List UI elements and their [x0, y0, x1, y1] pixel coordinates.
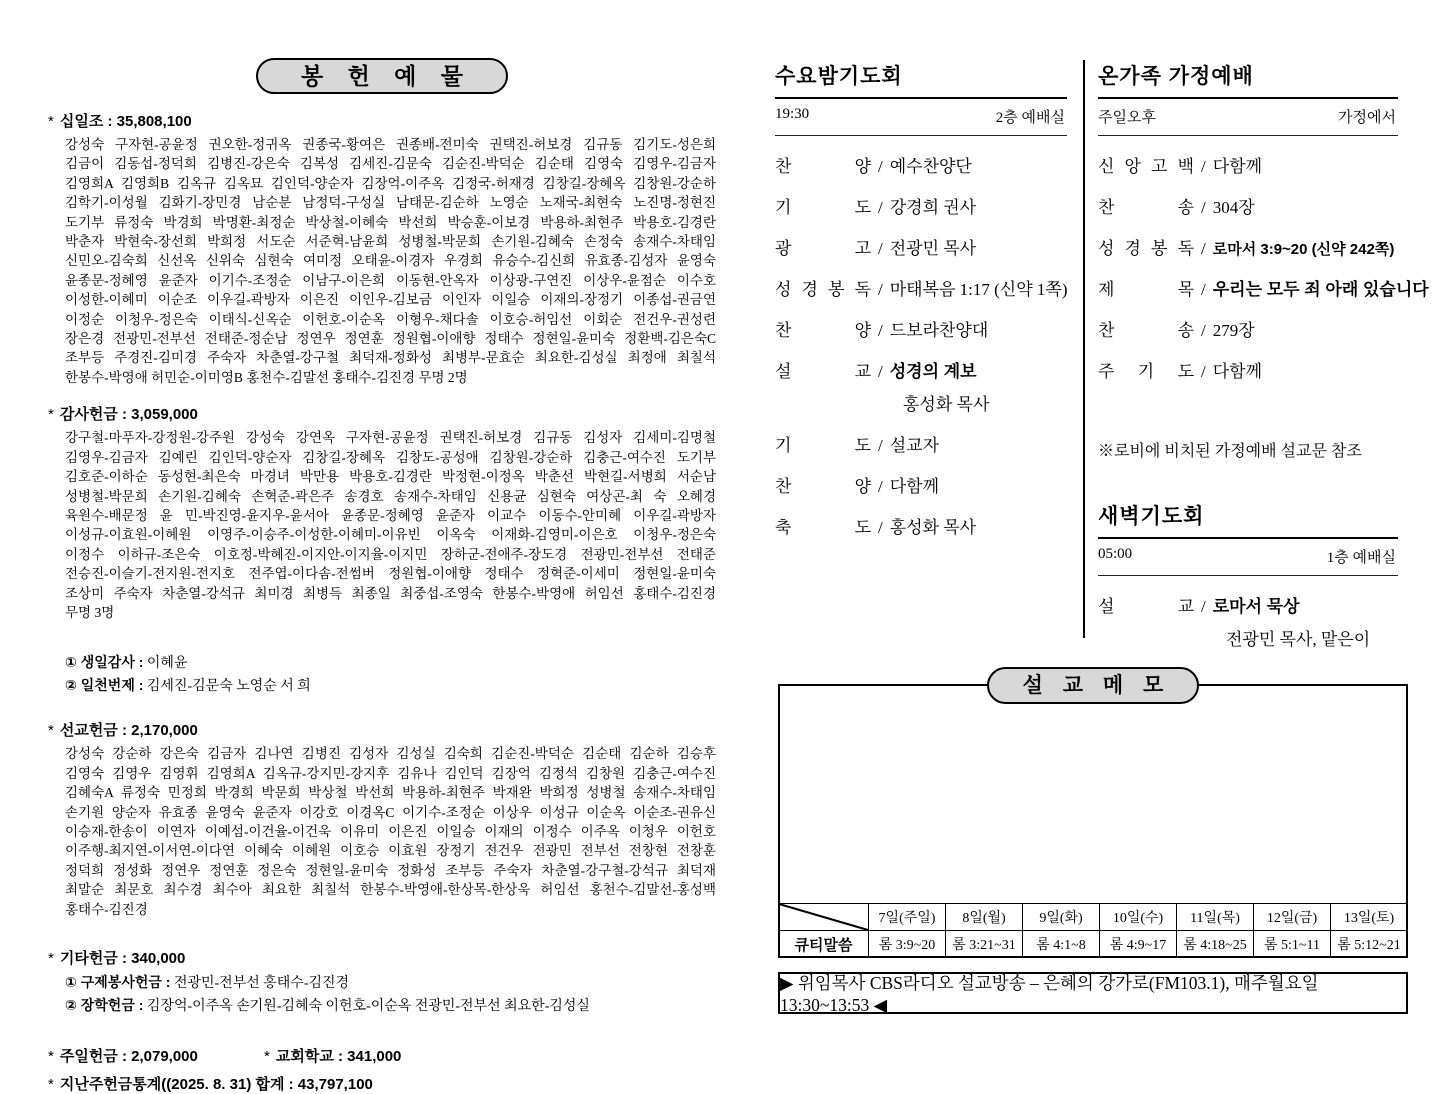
names-line: 육원수-배문정 윤 민-박진영-윤지우-윤서아 윤종문-정혜영 윤준자 이교수 이동수-안미혜 이우길-곽방자	[65, 507, 716, 523]
wednesday-prayer-section	[775, 60, 1067, 538]
wednesday-time-row	[775, 99, 1067, 135]
order-row: 기 도 / 설교자	[775, 436, 940, 455]
qt-schedule-table	[778, 903, 1408, 958]
item-number: ②	[65, 997, 77, 1013]
sunday-school-row	[48, 1045, 716, 1066]
names-line: 홍태수-김진경	[65, 901, 148, 917]
order-row-sermon: 설 교 / 로마서 묵상 전광민 목사, 맡은이	[1098, 592, 1398, 650]
names-line: 김혜숙A 류정숙 민정희 박경희 박문희 박상철 박선희 박용하-최현주 박재완 박희정 성병철 송재수-차태임	[65, 785, 716, 801]
qt-reading: 롬 4:18~25	[1177, 931, 1254, 958]
names-line: 이정수 이하규-조은숙 이호정-박혜진-이지안-이지율-이지민 장하군-전애주-장도경 전광민-전부선 전태준	[65, 546, 716, 562]
names-line: 김학기-이성월 김화기-장민경 남순분 남정덕-구성실 남태문-김순하 노영순 노재국-최현숙 노진명-정현진	[65, 195, 716, 211]
mission-names	[65, 744, 716, 919]
qt-reading: 롬 3:9~20	[869, 931, 946, 958]
wednesday-time: 19:30	[775, 106, 810, 122]
qt-day: 13일(토)	[1331, 904, 1408, 931]
names-line: 김영숙 김영우 김영휘 김영희A 김옥규-강지민-강지후 김유나 김인덕 김장억 김정석 김창원 김충근-여수진	[65, 765, 716, 781]
order-row: 기 도 / 강경희 권사	[775, 198, 977, 217]
names-line: 도기부 류정숙 박경희 박명환-최정순 박상철-이혜숙 박선희 박승훈-이보경 박용하-최현주 박용호-김경란	[65, 214, 716, 230]
item-value: 전광민-전부선 홍태수-김진경	[173, 976, 350, 991]
qt-reading: 롬 3:21~31	[946, 931, 1023, 958]
qt-row-label: 큐티말씀	[779, 931, 869, 958]
qt-day: 8일(월)	[946, 904, 1023, 931]
qt-day: 12일(금)	[1254, 904, 1331, 931]
family-time: 주일오후	[1098, 110, 1156, 126]
names-line: 박춘자 박현숙-장선희 박희정 서도순 서준혁-남윤희 성병철-박문희 손기원-김혜숙 손정숙 송재수-차태임	[65, 234, 716, 250]
qt-readings-row	[779, 931, 1408, 958]
names-line: 이성한-이혜미 이순조 이우길-곽방자 이은진 이인우-김보금 이인자 이일승 이재의-장정기 이종섭-권금연	[65, 292, 716, 308]
tithe-header: * 십일조 : 35,808,100	[48, 113, 192, 130]
sunday-offering: * 주일헌금 : 2,079,000	[48, 1048, 198, 1065]
dawn-preacher: 전광민 목사, 맡은이	[1226, 630, 1371, 649]
order-row: 주 기 도 / 다함께	[1098, 362, 1263, 381]
mission-header: * 선교헌금 : 2,170,000	[48, 722, 198, 740]
radio-broadcast-notice	[778, 972, 1408, 1014]
order-row: 성 경 봉 독 / 로마서 3:9~20 (신약 242쪽)	[1098, 239, 1395, 258]
names-line: 김영희A 김영희B 김옥규 김옥묘 김인덕-양순자 김장억-이주옥 김정국-허재경 김창길-장혜옥 김창원-강순하	[65, 175, 716, 191]
item-number: ①	[65, 654, 77, 671]
qt-days-row	[779, 904, 1408, 931]
names-line: 김영우-김금자 김예린 김인덕-양순자 김창길-장혜옥 김창도-공성애 김창원-강순하 김충근-여수진 도기부	[65, 449, 716, 465]
qt-reading: 롬 4:1~8	[1023, 931, 1100, 958]
item-label: 구제봉사헌금 :	[80, 974, 171, 990]
names-line: 이정순 이청우-정은숙 이태식-신옥순 이헌호-이순옥 이형우-채다솔 이호승-허임선 이회순 전건우-권성련	[65, 311, 716, 327]
dawn-time-row	[1098, 539, 1398, 575]
item-value: 김장억-이주옥 손기원-김혜숙 이헌호-이순옥 전광민-전부선 최요한-김성실	[146, 999, 590, 1014]
qt-reading: 롬 5:12~21	[1331, 931, 1408, 958]
item-label: 생일감사 :	[80, 654, 144, 671]
family-worship-section	[1098, 60, 1429, 461]
names-line: 장은경 전광민-전부선 전태준-정순남 정연우 정연훈 정원협-이애향 정태수 정현일-윤미숙 정환백-김은숙C	[65, 331, 716, 347]
dawn-prayer-section	[1098, 500, 1398, 650]
order-row: 찬 송 / 279장	[1098, 321, 1255, 340]
wednesday-place: 2층 예배실	[995, 110, 1065, 126]
offerings-title-pill	[256, 58, 508, 94]
names-line: 윤종문-정혜영 윤준자 이기수-조정순 이남구-이은희 이동현-안옥자 이상광-구연진 이상우-윤점순 이수호	[65, 272, 716, 288]
names-line: 손기원 양순자 유효종 윤영숙 윤준자 이강호 이경옥C 이기수-조정순 이상우 이성규 이순옥 이순조-권유신	[65, 804, 716, 820]
column-divider	[1083, 60, 1085, 638]
thanks-header: * 감사헌금 : 3,059,000	[48, 406, 198, 424]
order-row-sermon: 설 교 / 성경의 계보 홍성화 목사	[775, 357, 1067, 415]
divider	[1098, 575, 1398, 576]
asterisk: *	[48, 950, 54, 967]
order-row: 축 도 / 홍성화 목사	[775, 518, 977, 537]
relief-offering-item	[65, 972, 716, 992]
diagonal-line	[779, 904, 868, 930]
dawn-time: 05:00	[1098, 546, 1133, 562]
order-row: 성 경 봉 독 / 마태복음 1:17 (신약 1쪽)	[775, 280, 1068, 299]
names-line: 이승재-한송이 이연자 이예섬-이건율-이건욱 이유미 이은진 이일승 이재의 이정수 이주옥 이청우 이헌호	[65, 823, 716, 839]
names-line: 성병철-박문희 손기원-김혜숙 손혁준-곽은주 송경호 송재수-차태임 신용균 심현숙 여상곤-최 숙 오혜경	[65, 488, 716, 504]
asterisk: *	[48, 113, 54, 130]
names-line: 김호준-이하순 동성현-최은숙 마경녀 박만용 박용호-김경란 박정현-이정옥 박춘선 박현길-서병희 서순남	[65, 469, 716, 485]
names-line: 강구철-마푸자-강정원-강주원 강성숙 강연옥 구자현-공윤정 권택진-허보경 김규동 김성자 김세미-김명철	[65, 430, 716, 446]
item-number: ②	[65, 677, 77, 694]
radio-text: ▶ 위임목사 CBS라디오 설교방송 – 은혜의 강가로(FM103.1), 매주월요일 13:30~13:53 ◀	[780, 973, 1319, 1015]
thanks-names	[65, 428, 716, 622]
sermon-memo-box	[778, 674, 1408, 958]
order-row: 찬 송 / 304장	[1098, 198, 1255, 217]
names-line: 이주행-최지연-이서연-이다연 이혜숙 이혜원 이호승 이효원 장정기 전건우 전광민 전부선 전창현 전창훈	[65, 843, 716, 859]
etc-header: * 기타헌금 : 340,000	[48, 950, 186, 967]
sermon-memo-title-pill	[987, 667, 1199, 704]
item-label: 일천번제 :	[80, 677, 144, 694]
names-line: 최말순 최문호 최수경 최수아 최요한 최칠석 한봉수-박영애-한상목-한상욱 허임선 홍천수-김말선-홍성백	[65, 882, 716, 898]
family-title: 온가족 가정예배	[1098, 65, 1254, 88]
lastweek-total-row: * 지난주헌금통계((2025. 8. 31) 합계 : 43,797,100	[48, 1076, 373, 1093]
order-row: 찬 양 / 드보라찬양대	[775, 321, 989, 340]
names-line: 정덕희 정성화 정연우 정연훈 정은숙 정현일-윤미숙 정화성 조부등 주숙자 차춘열-강구철-강석규 최덕재	[65, 862, 716, 878]
family-note: ※로비에 비치된 가정예배 설교문 참조	[1098, 443, 1362, 460]
qt-reading: 롬 5:1~11	[1254, 931, 1331, 958]
qt-day: 10일(수)	[1100, 904, 1177, 931]
names-line: 전승진-이슬기-전지원-전지호 전주엽-이다솜-전썸버 정원협-이애향 정태수 정혁준-이세미 정현일-윤미숙	[65, 566, 716, 582]
family-place: 가정에서	[1338, 110, 1396, 126]
names-line: 무명 3명	[65, 604, 115, 620]
qt-day: 11일(목)	[1177, 904, 1254, 931]
item-label: 장학헌금 :	[80, 997, 144, 1013]
birthday-thanks-item	[65, 652, 716, 672]
dawn-title: 새벽기도회	[1098, 505, 1205, 528]
names-line: 한봉수-박영애 허민순-이미영B 홍천수-김말선 홍태수-김진경 무명 2명	[65, 369, 468, 385]
names-line: 강성숙 구자현-공윤정 권오한-정귀옥 권종국-황여은 권종배-전미숙 권택진-허보경 김규동 김기도-성은희	[65, 137, 716, 152]
names-line: 신민오-김숙희 신선옥 신위숙 심현숙 여미정 오태윤-이경자 우경희 유승수-김신희 유효종-김성자 윤영숙	[65, 253, 716, 269]
sermon-memo-title: 설 교 메 모	[1022, 674, 1171, 697]
asterisk: *	[48, 406, 54, 424]
names-line: 강성숙 강순하 강은숙 김금자 김나연 김병진 김성자 김성실 김숙희 김순진-박덕순 김순태 김순하 김승후	[65, 746, 716, 762]
scholarship-offering-item	[65, 995, 716, 1015]
item-value: 김세진-김문숙 노영순 서 희	[146, 679, 311, 695]
qt-day: 7일(주일)	[869, 904, 946, 931]
dawn-place: 1층 예배실	[1326, 550, 1396, 566]
asterisk: *	[48, 722, 54, 740]
church-school-offering: * 교회학교 : 341,000	[264, 1048, 402, 1065]
qt-corner-cell	[779, 904, 869, 931]
offerings-section	[48, 58, 716, 1094]
divider	[1098, 135, 1398, 136]
names-line: 조부등 주경진-김미경 주숙자 차춘열-강구철 최덕재-정화성 최병부-문효순 최요한-김성실 최정애 최칠석	[65, 350, 716, 366]
order-row: 광 고 / 전광민 목사	[775, 239, 977, 258]
offerings-title: 봉 헌 예 물	[300, 63, 473, 89]
order-row: 찬 양 / 다함께	[775, 477, 940, 496]
names-line: 이성규-이효원-이혜원 이영주-이승주-이성한-이혜미-이유빈 이옥숙 이재화-김영미-이은호 이청우-정은숙	[65, 527, 716, 543]
thousand-offering-item	[65, 675, 716, 695]
sermon-preacher: 홍성화 목사	[903, 395, 990, 414]
family-time-row	[1098, 99, 1398, 135]
names-line: 김금이 김동섭-정덕희 김병진-강은숙 김복성 김세진-김문숙 김순진-박덕순 김순태 김영숙 김영우-김금자	[65, 156, 716, 172]
tithe-names	[65, 135, 716, 387]
wednesday-title: 수요밤기도회	[775, 65, 903, 88]
qt-reading: 롬 4:9~17	[1100, 931, 1177, 958]
item-number: ①	[65, 974, 77, 990]
qt-day: 9일(화)	[1023, 904, 1100, 931]
order-row: 신 앙 고 백 / 다함께	[1098, 157, 1263, 176]
names-line: 조상미 주숙자 차춘열-강석규 최미경 최병득 최종일 최중섭-조영숙 한봉수-박영애 허임선 홍태수-김진경	[65, 585, 716, 601]
order-row: 찬 양 / 예수찬양단	[775, 157, 972, 176]
order-row-sermon-title: 제 목 / 우리는 모두 죄 아래 있습니다	[1098, 280, 1429, 299]
divider	[775, 135, 1067, 136]
item-value: 이혜윤	[146, 656, 188, 672]
